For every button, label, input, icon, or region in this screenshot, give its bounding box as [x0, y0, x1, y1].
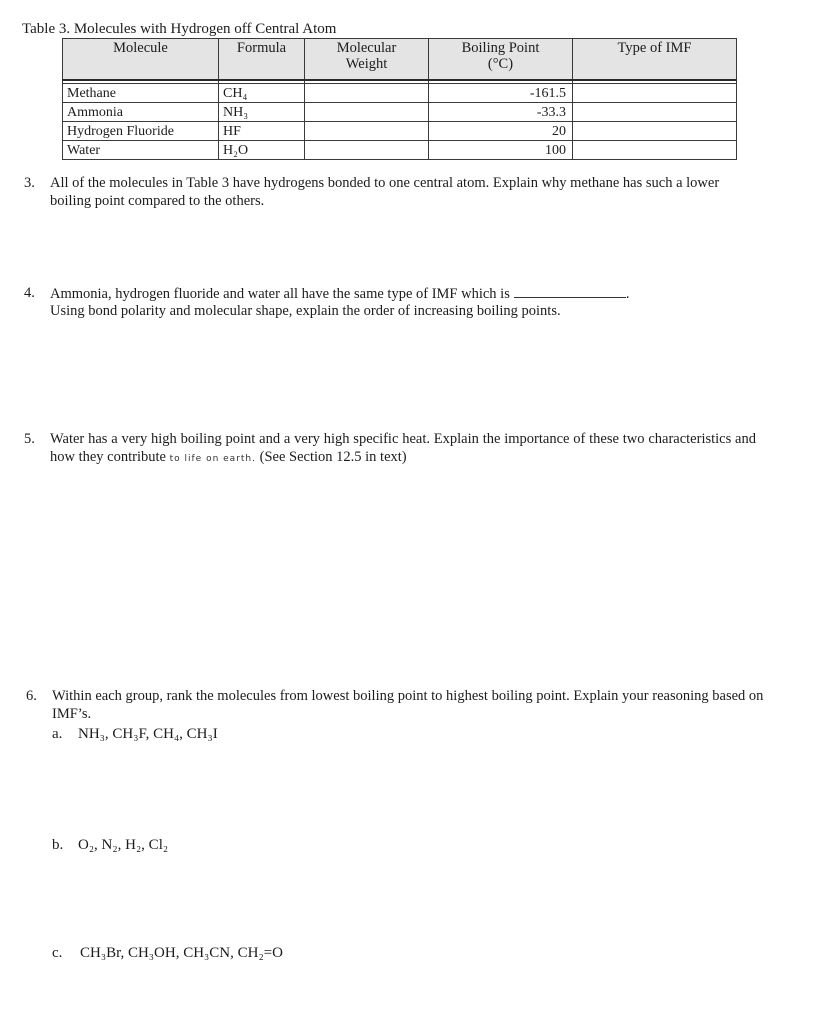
question-6b-text: O₂, N₂, H₂, Cl₂ — [78, 837, 169, 853]
cell-formula: CH₄ — [219, 84, 305, 103]
cell-formula: HF — [219, 122, 305, 141]
question-4-period: . — [625, 286, 630, 302]
cell-weight[interactable] — [305, 84, 429, 103]
cell-imf[interactable] — [573, 122, 737, 141]
question-6a-text: NH₃, CH₃F, CH₄, CH₃I — [78, 726, 218, 742]
question-6-number: 6. — [26, 688, 37, 704]
cell-imf[interactable] — [573, 141, 737, 160]
header-molecule: Molecule — [63, 39, 219, 81]
table-row — [63, 84, 737, 103]
cell-boiling-point: -161.5 — [429, 84, 573, 103]
molecules-table — [62, 38, 737, 160]
cell-imf[interactable] — [573, 103, 737, 122]
question-4-line2: Using bond polarity and molecular shape, explain the order of increasing boiling points. — [50, 303, 561, 319]
table-row — [63, 122, 737, 141]
cell-formula: NH₃ — [219, 103, 305, 122]
question-6b-label: b. — [52, 837, 64, 853]
header-formula: Formula — [219, 39, 305, 81]
table-header-row — [63, 39, 737, 81]
cell-molecule: Water — [63, 141, 219, 160]
question-4-number: 4. — [24, 285, 35, 301]
cell-boiling-point: -33.3 — [429, 103, 573, 122]
question-3-number: 3. — [24, 175, 35, 191]
question-5-reference: (See Section 12.5 in text) — [259, 449, 407, 465]
question-6-text: Within each group, rank the molecules from lowest boiling point to highest boiling point. Explain your reasoning based on IMF’s. — [52, 688, 764, 722]
question-4-line1: Ammonia, hydrogen fluoride and water all have the same type of IMF which is — [50, 286, 510, 302]
cell-boiling-point: 100 — [429, 141, 573, 160]
cell-molecule: Ammonia — [63, 103, 219, 122]
cell-weight[interactable] — [305, 122, 429, 141]
header-imf-type: Type of IMF — [573, 39, 737, 81]
question-6c-label: c. — [52, 945, 63, 961]
header-boiling-point: Boiling Point (°C) — [429, 39, 573, 81]
header-molecular-weight: Molecular Weight — [305, 39, 429, 81]
question-4-line1-wrap — [50, 284, 762, 303]
question-6a-label: a. — [52, 726, 63, 742]
table-caption: Table 3. Molecules with Hydrogen off Central Atom — [22, 21, 337, 37]
cell-boiling-point: 20 — [429, 122, 573, 141]
cell-molecule: Hydrogen Fluoride — [63, 122, 219, 141]
cell-imf[interactable] — [573, 84, 737, 103]
answer-blank[interactable] — [514, 284, 626, 298]
question-5-text-main: Water has a very high boiling point and a very high specific heat. Explain the importance of these two characteristics and how they contribute — [50, 431, 756, 465]
question-6c-text: CH₃Br, CH₃OH, CH₃CN, CH₂=O — [80, 945, 283, 961]
cell-weight[interactable] — [305, 141, 429, 160]
table-row — [63, 103, 737, 122]
table-row — [63, 141, 737, 160]
question-5-text — [50, 430, 756, 468]
question-5-small-text: to life on earth. — [169, 454, 256, 464]
cell-weight[interactable] — [305, 103, 429, 122]
question-5-number: 5. — [24, 431, 35, 447]
cell-molecule: Methane — [63, 84, 219, 103]
question-3-text: All of the molecules in Table 3 have hydrogens bonded to one central atom. Explain why methane has such a lower boiling point compared to the others. — [50, 175, 720, 209]
cell-formula: H₂O — [219, 141, 305, 160]
